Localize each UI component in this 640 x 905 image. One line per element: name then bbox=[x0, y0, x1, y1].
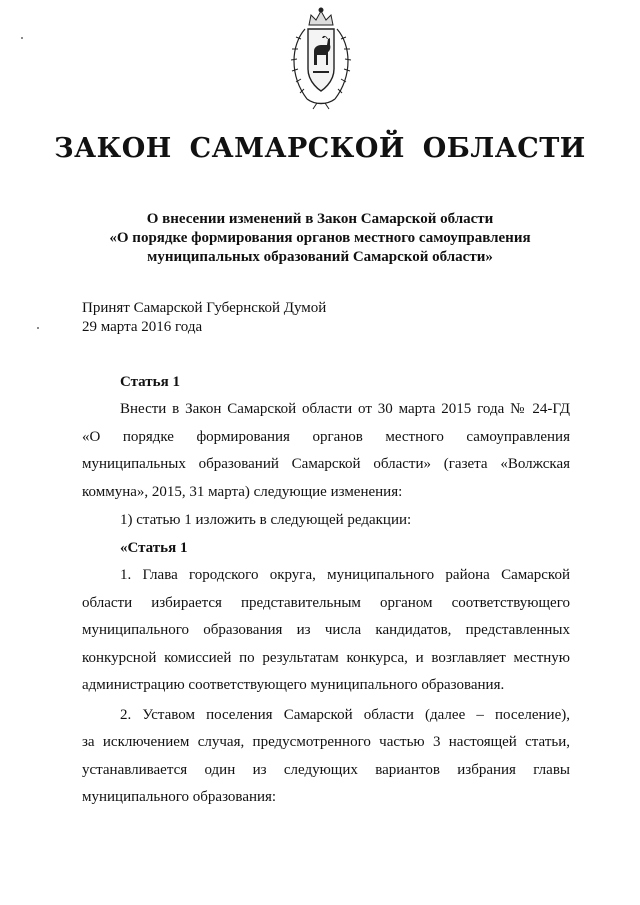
text-line: 2. Уставом поселения Самарской области (далее – поселение), bbox=[120, 706, 570, 723]
text-line: за исключением случая, предусмотренного частью 3 настоящей статьи, bbox=[82, 734, 570, 750]
law-title: ЗАКОН САМАРСКОЙ ОБЛАСТИ bbox=[54, 133, 586, 164]
law-body bbox=[82, 368, 570, 812]
adoption-note bbox=[82, 299, 326, 337]
text-line: Внести в Закон Самарской области от 30 марта 2015 года № 24-ГД bbox=[120, 401, 570, 417]
text-line: коммуна», 2015, 31 марта) следующие изменения: bbox=[82, 483, 403, 500]
subtitle-line: муниципальных образований Самарской области» bbox=[147, 249, 493, 265]
text-line: «О порядке формирования органов местного самоуправления bbox=[82, 428, 570, 445]
text-line: муниципального образования из числа кандидатов, представленных bbox=[82, 622, 570, 638]
scan-speck bbox=[21, 37, 23, 39]
text-line: администрацию соответствующего муниципального образования. bbox=[82, 677, 505, 693]
text-line: конкурсной комиссией по результатам конкурса, и возглавляет местную bbox=[82, 649, 570, 666]
text-line: 1. Глава городского округа, муниципального района Самарской bbox=[120, 567, 570, 583]
text-line: области избирается представительным органом соответствующего bbox=[82, 594, 570, 611]
item-line: 1) статью 1 изложить в следующей редакции: bbox=[120, 512, 412, 528]
quoted-article-heading: «Статья 1 bbox=[120, 540, 188, 556]
subtitle-line: «О порядке формирования органов местного самоуправления bbox=[109, 230, 531, 246]
adopted-by: Принят Самарской Губернской Думой bbox=[82, 300, 327, 316]
law-subtitle bbox=[60, 210, 580, 267]
text-line: муниципального образования: bbox=[82, 789, 277, 805]
text-line: устанавливается один из следующих вариантов избрания главы bbox=[82, 761, 570, 778]
subtitle-line: О внесении изменений в Закон Самарской области bbox=[146, 211, 494, 227]
text-line: муниципальных образований Самарской области» (газета «Волжская bbox=[82, 456, 570, 472]
adopted-date: 29 марта 2016 года bbox=[82, 319, 203, 335]
scan-speck bbox=[37, 327, 39, 329]
article-heading: Статья 1 bbox=[120, 374, 180, 390]
samara-coat-of-arms-icon bbox=[283, 5, 359, 111]
